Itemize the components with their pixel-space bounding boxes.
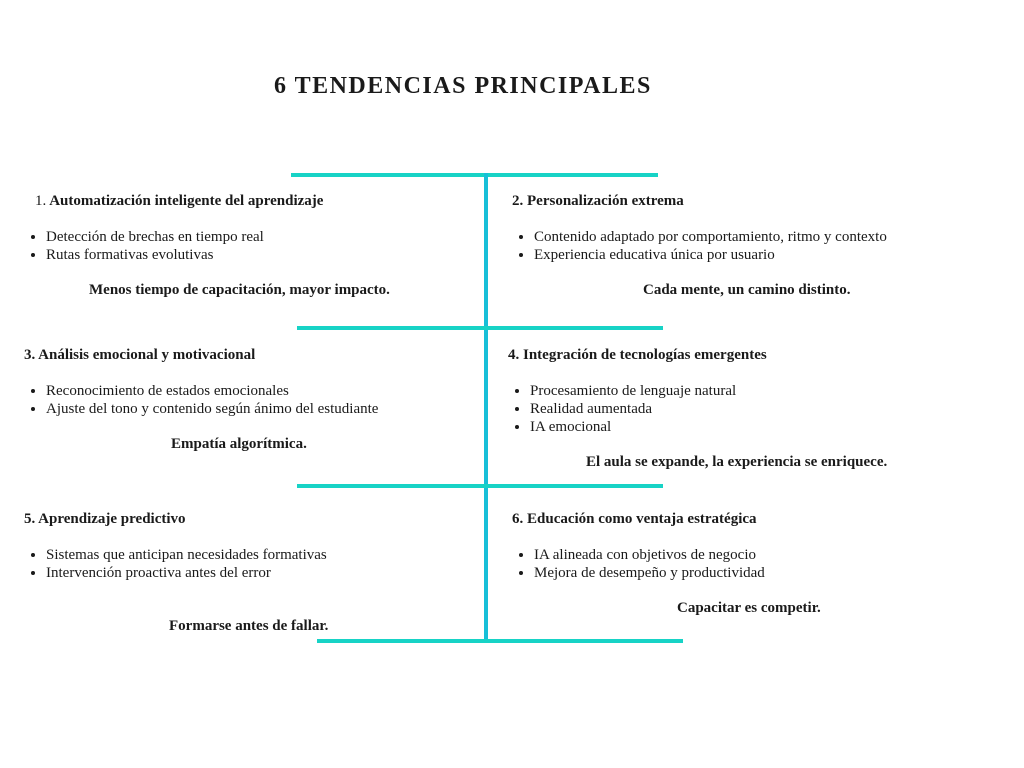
trend-2 <box>512 192 887 264</box>
divider-bottom <box>317 639 683 643</box>
bullet-item: • Ajuste del tono y contenido según ánimo del estudiante <box>46 400 378 418</box>
trend-1 <box>35 192 323 264</box>
divider-row-2 <box>297 484 663 488</box>
trend-1-heading <box>35 192 323 210</box>
bullet-item: • IA alineada con objetivos de negocio <box>534 546 765 564</box>
divider-top <box>291 173 658 177</box>
bullet-item: • Sistemas que anticipan necesidades formativas <box>46 546 327 564</box>
bullet-item: • IA emocional <box>530 418 767 436</box>
divider-vertical <box>484 173 488 641</box>
trend-1-title: Automatización inteligente del aprendizaje <box>49 193 324 209</box>
bullet-item: • Detección de brechas en tiempo real <box>46 228 323 246</box>
trend-2-bullets <box>512 228 887 264</box>
divider-row-1 <box>297 326 663 330</box>
bullet-item: • Contenido adaptado por comportamiento, ritmo y contexto <box>534 228 887 246</box>
bullet-item: • Realidad aumentada <box>530 400 767 418</box>
trend-1-bullets <box>24 228 323 264</box>
bullet-item: • Procesamiento de lenguaje natural <box>530 382 767 400</box>
trend-3-heading: 3. Análisis emocional y motivacional <box>24 347 256 363</box>
bullet-item: • Reconocimiento de estados emocionales <box>46 382 378 400</box>
trend-4-heading: 4. Integración de tecnologías emergentes <box>508 347 767 363</box>
trend-4-tagline: El aula se expande, la experiencia se enriquece. <box>586 454 888 470</box>
trend-6-bullets <box>512 546 765 582</box>
trend-2-tagline: Cada mente, un camino distinto. <box>643 282 851 298</box>
trend-5-bullets <box>24 546 327 582</box>
trend-4 <box>508 346 767 436</box>
trend-5-heading: 5. Aprendizaje predictivo <box>24 511 186 527</box>
trend-5 <box>24 510 327 582</box>
bullet-item: • Experiencia educativa única por usuario <box>534 246 887 264</box>
trend-3-bullets <box>24 382 378 418</box>
trend-2-heading: 2. Personalización extrema <box>512 193 684 209</box>
trend-3 <box>24 346 378 418</box>
trend-6-heading: 6. Educación como ventaja estratégica <box>512 511 757 527</box>
bullet-item: • Intervención proactiva antes del error <box>46 564 327 582</box>
trend-6 <box>512 510 765 582</box>
trend-5-tagline: Formarse antes de fallar. <box>169 618 329 634</box>
trend-6-tagline: Capacitar es competir. <box>677 600 821 616</box>
trend-3-tagline: Empatía algorítmica. <box>171 436 307 452</box>
bullet-item: • Mejora de desempeño y productividad <box>534 564 765 582</box>
trend-4-bullets <box>508 382 767 436</box>
trend-1-number: 1. <box>35 193 47 209</box>
page-title: 6 TENDENCIAS PRINCIPALES <box>274 73 652 99</box>
bullet-item: • Rutas formativas evolutivas <box>46 246 323 264</box>
trend-1-tagline: Menos tiempo de capacitación, mayor impacto. <box>89 282 390 298</box>
